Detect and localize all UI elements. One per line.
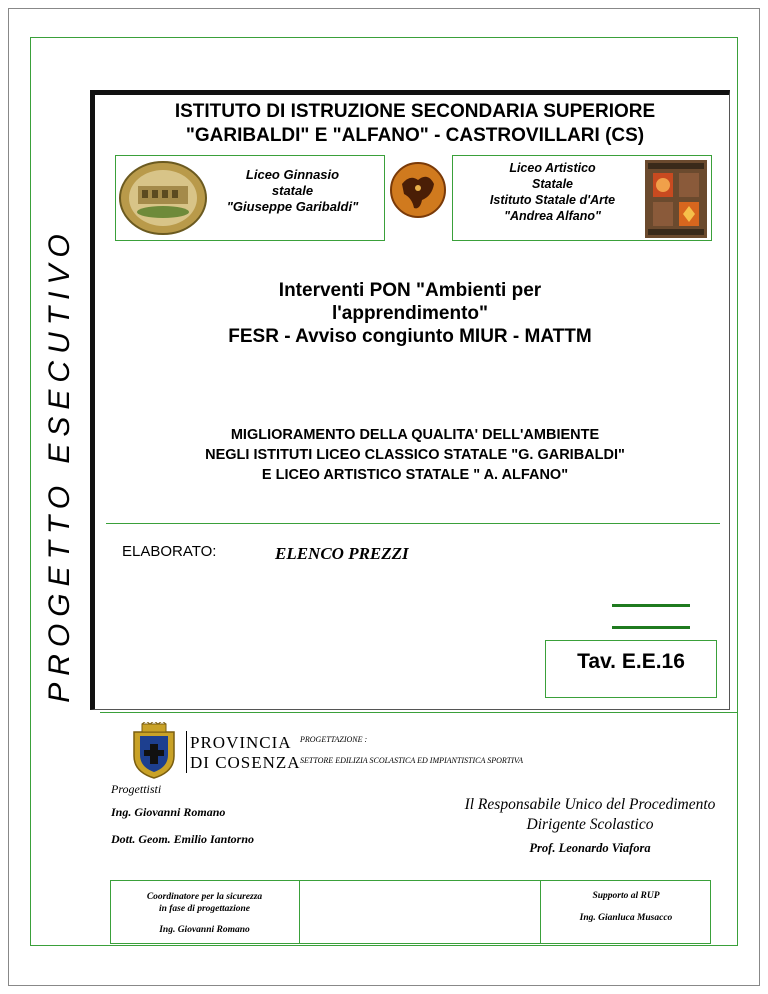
section-divider (106, 523, 720, 524)
project-heading-line1: Interventi PON "Ambienti per (278, 280, 542, 301)
coordinatore-name: Ing. Giovanni Romano (159, 925, 250, 935)
decorative-bar-lower (612, 626, 690, 629)
rup-block (440, 795, 740, 835)
provincia-coat-of-arms-icon (128, 722, 180, 780)
provincia-name (190, 733, 301, 773)
liceo-ginnasio-line1: Liceo Ginnasio (245, 167, 340, 182)
liceo-artistico-line3: Istituto Statale d'Arte (489, 193, 616, 207)
provincia-word2: DI COSENZA (190, 753, 301, 772)
liceo-ginnasio-line3: "Giuseppe Garibaldi" (226, 199, 359, 214)
vertical-title-area (30, 90, 90, 840)
project-subheading-line3: E LICEO ARTISTICO STATALE " A. ALFANO" (261, 467, 569, 483)
liceo-artistico-line2: Statale (532, 177, 573, 191)
supporto-label: Supporto al RUP (592, 891, 660, 901)
tavola-number: Tav. E.E.16 (577, 650, 685, 673)
liceo-artistico-text (470, 160, 635, 224)
provincia-word1: PROVINCIA (190, 733, 292, 752)
progettisti-label: Progettisti (111, 782, 162, 796)
project-subheading-line1: MIGLIORAMENTO DELLA QUALITA' DELL'AMBIENTE (230, 427, 600, 443)
project-heading-line2: l'apprendimento" (331, 303, 489, 324)
progettista-name-2: Dott. Geom. Emilio Iantorno (111, 832, 255, 846)
footer-divider (100, 712, 738, 713)
project-heading (150, 279, 670, 348)
institute-title-line1: ISTITUTO DI ISTRUZIONE SECONDARIA SUPERIORE (174, 101, 656, 122)
provincia-separator (186, 731, 187, 773)
elaborato-value: ELENCO PREZZI (275, 544, 409, 563)
coordinatore-line1: Coordinatore per la sicurezza (146, 892, 263, 902)
project-subheading-line2: NEGLI ISTITUTI LICEO CLASSICO STATALE "G. GARIBALDI" (205, 447, 625, 463)
institute-title-line2: "GARIBALDI" E "ALFANO" - CASTROVILLARI (CS) (185, 125, 645, 146)
liceo-artistico-line1: Liceo Artistico (509, 161, 596, 175)
project-heading-line3: FESR - Avviso congiunto MIUR - MATTM (228, 326, 592, 347)
settore-label: SETTORE EDILIZIA SCOLASTICA ED IMPIANTISTICA SPORTIVA (300, 756, 524, 765)
liceo-ginnasio-seal (118, 160, 208, 236)
istituto-arte-poster (645, 160, 707, 238)
progettista-name-1: Ing. Giovanni Romano (111, 805, 226, 819)
rup-title: Il Responsabile Unico del Procedimento (464, 796, 716, 813)
coordinatore-line2: in fase di progettazione (158, 904, 251, 914)
supporto-name: Ing. Gianluca Musacco (579, 913, 673, 923)
vertical-title: PROGETTO ESECUTIVO (43, 227, 76, 703)
liceo-emblem-logo (388, 160, 448, 220)
institute-title (110, 100, 720, 148)
progettazione-label: PROGETTAZIONE : (300, 735, 368, 744)
liceo-ginnasio-text (205, 167, 380, 215)
coordinatore-block (112, 891, 297, 915)
rup-name: Prof. Leonardo Viafora (529, 841, 651, 855)
liceo-artistico-line4: "Andrea Alfano" (504, 209, 601, 223)
project-subheading (110, 425, 720, 485)
decorative-bar-upper (612, 604, 690, 607)
liceo-ginnasio-line2: statale (271, 183, 314, 198)
bottom-table-sep-left (299, 880, 300, 944)
rup-role: Dirigente Scolastico (526, 816, 654, 833)
elaborato-label: ELABORATO: (122, 543, 217, 560)
bottom-table-sep-right (540, 880, 541, 944)
